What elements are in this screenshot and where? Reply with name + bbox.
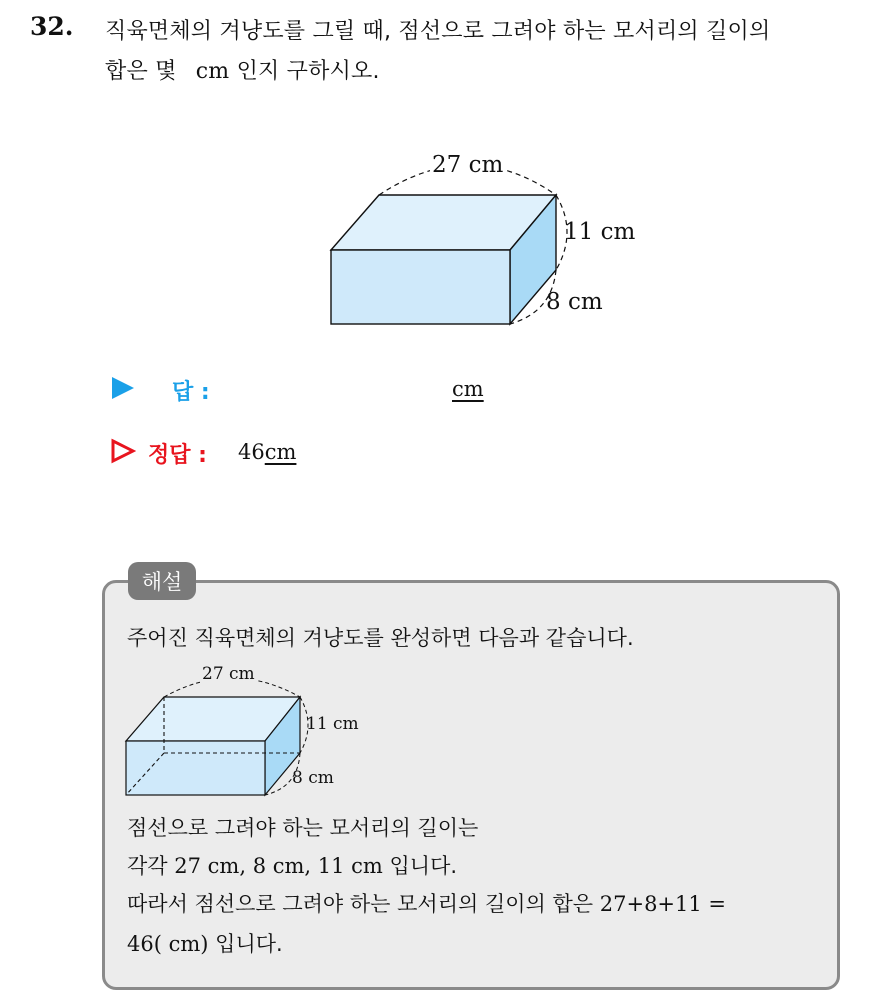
- correct-answer: [238, 440, 296, 464]
- correct-unit: cm: [264, 440, 297, 464]
- correct-arrow-icon: [110, 438, 136, 464]
- question-text-part-a: 합은 몇: [105, 59, 177, 84]
- height-label: 11 cm: [564, 219, 636, 245]
- question-text-line1: 직육면체의 겨냥도를 그릴 때, 점선으로 그려야 하는 모서리의 길이의: [105, 19, 771, 44]
- solution-depth-label: 8 cm: [292, 768, 334, 788]
- answer-unit: cm: [452, 377, 484, 401]
- solution-result: 46( cm): [127, 932, 209, 956]
- solution-tag: 해설: [128, 562, 196, 600]
- solution-length-label: 27 cm: [202, 664, 255, 684]
- answer-label: 답 :: [172, 380, 210, 405]
- question-unit: cm: [195, 59, 230, 84]
- solution-intro: 주어진 직육면체의 겨냥도를 완성하면 다음과 같습니다.: [127, 626, 634, 650]
- cuboid-front-face: [331, 250, 510, 324]
- depth-label: 8 cm: [546, 289, 603, 315]
- solution-expression: 27+8+11 =: [599, 892, 727, 916]
- answer-arrow-icon: [112, 377, 134, 399]
- solution-line4: 46( cm) 입니다.: [127, 932, 283, 956]
- length-label: 27 cm: [432, 152, 504, 178]
- solution-values: 27 cm, 8 cm, 11 cm: [174, 854, 383, 878]
- solution-line1: 점선으로 그려야 하는 모서리의 길이는: [127, 816, 479, 840]
- solution-line3: 따라서 점선으로 그려야 하는 모서리의 길이의 합은 27+8+11 =: [127, 892, 727, 916]
- solution-height-label: 11 cm: [306, 714, 359, 734]
- solution-line2: 각각 27 cm, 8 cm, 11 cm 입니다.: [127, 854, 458, 878]
- question-number: 32.: [30, 12, 74, 41]
- correct-value: 46: [238, 440, 265, 464]
- question-text-line2: [105, 54, 380, 85]
- solution-cuboid-figure: [110, 665, 390, 805]
- question-text-part-b: 인지 구하시오.: [236, 59, 380, 84]
- correct-label: 정답 :: [148, 443, 207, 468]
